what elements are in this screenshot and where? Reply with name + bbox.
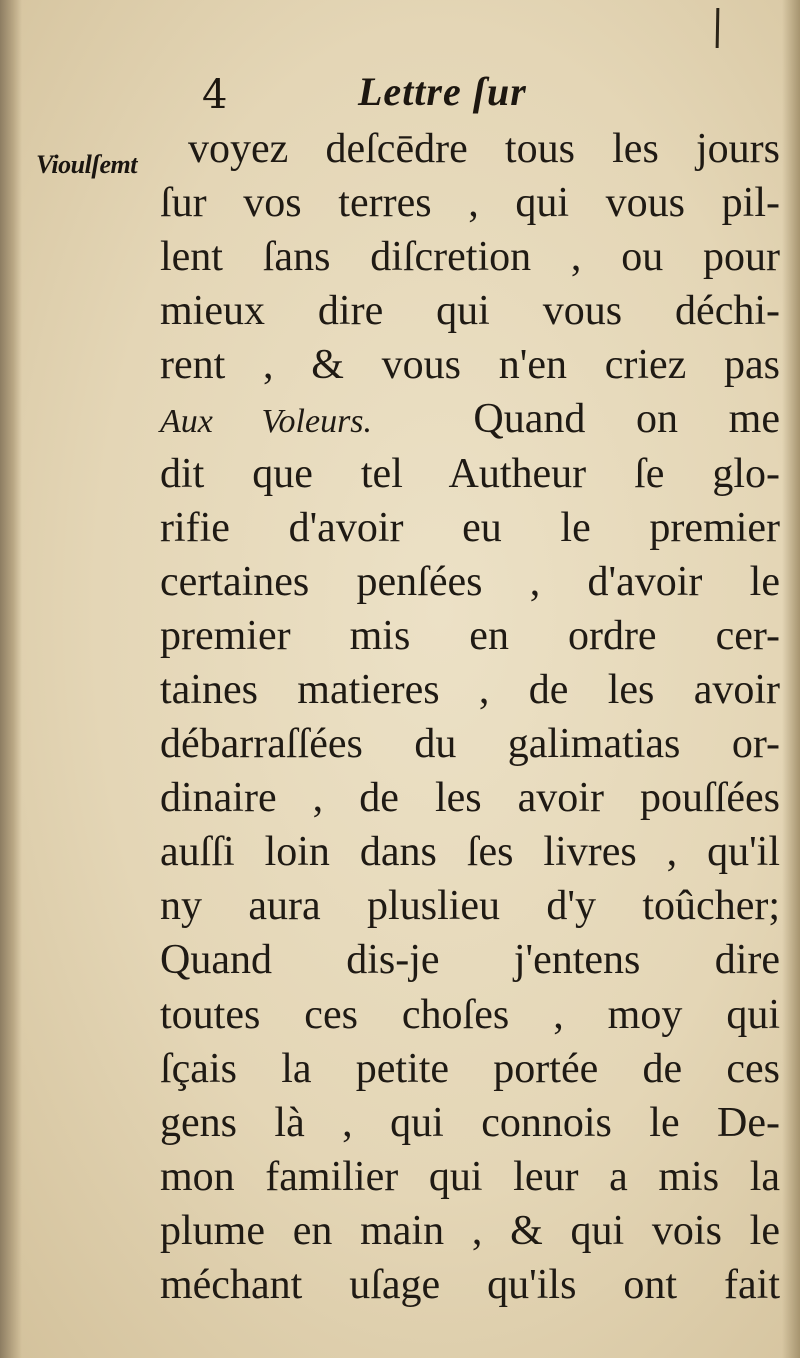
- handwritten-marginal-note: Vioulſemt: [36, 150, 137, 179]
- text-line: ny aura pluslieu d'y toûcher;: [160, 883, 780, 930]
- page-number: 4: [202, 72, 228, 118]
- body-text: [160, 122, 780, 1312]
- text-line: toutes ces choſes , moy qui: [160, 991, 780, 1038]
- running-title: Lettre ſur: [358, 69, 527, 114]
- page-header: [0, 68, 800, 128]
- text-line: premier mis en ordre cer-: [160, 612, 780, 659]
- text-line: Quand dis-je j'entens dire: [160, 937, 780, 984]
- text-line: [160, 392, 780, 446]
- page-edge: [782, 0, 800, 1358]
- text-line: gens là , qui connois le De-: [160, 1099, 780, 1146]
- text-line: dit que tel Autheur ſe glo-: [160, 450, 780, 497]
- text-line: rent , & vous n'en criez pas: [160, 342, 780, 389]
- text-line: plume en main , & qui vois le: [160, 1207, 780, 1254]
- text-line: mieux dire qui vous déchi-: [160, 288, 780, 335]
- text-line: rifie d'avoir eu le premier: [160, 504, 780, 551]
- text-fragment: Quand on me: [473, 396, 780, 443]
- text-line: certaines penſées , d'avoir le: [160, 558, 780, 605]
- text-line: auſſi loin dans ſes livres , qu'il: [160, 829, 780, 876]
- page-gutter: [0, 0, 22, 1358]
- text-line: lent ſans diſcretion , ou pour: [160, 234, 780, 281]
- text-line: ſçais la petite portée de ces: [160, 1045, 780, 1092]
- text-line: méchant uſage qu'ils ont fait: [160, 1261, 780, 1308]
- text-line: débarraſſées du galimatias or-: [160, 721, 780, 768]
- text-line: taines matieres , de les avoir: [160, 666, 780, 713]
- text-line: voyez deſcēdre tous les jours: [188, 126, 780, 172]
- text-line: ſur vos terres , qui vous pil-: [160, 180, 780, 227]
- ink-mark: [716, 8, 720, 48]
- text-line: mon familier qui leur a mis la: [160, 1153, 780, 1200]
- italic-phrase: Aux Voleurs.: [160, 403, 373, 441]
- text-line: dinaire , de les avoir pouſſées: [160, 775, 780, 822]
